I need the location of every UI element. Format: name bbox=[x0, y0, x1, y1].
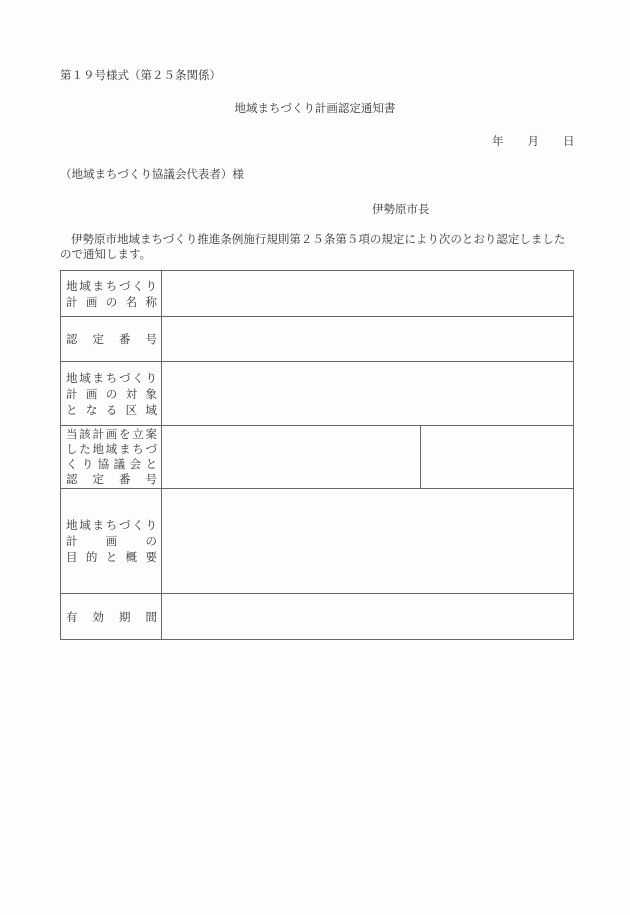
label-char: 概 bbox=[125, 550, 138, 564]
label-char: の bbox=[105, 294, 118, 309]
day-label: 日 bbox=[563, 134, 575, 148]
field-purpose-summary[interactable] bbox=[162, 489, 574, 594]
label-line bbox=[66, 278, 157, 294]
label-char: ち bbox=[105, 370, 118, 385]
label-line bbox=[66, 549, 157, 565]
field-council-name[interactable] bbox=[162, 426, 421, 489]
label-certification-number bbox=[61, 317, 162, 362]
label-char: 画 bbox=[105, 427, 118, 441]
field-certification-number[interactable] bbox=[162, 317, 574, 362]
label-char: 計 bbox=[66, 386, 78, 401]
row-target-area bbox=[61, 362, 574, 426]
label-validity-period bbox=[61, 594, 162, 640]
label-char: 地 bbox=[66, 370, 78, 385]
date-line bbox=[492, 133, 575, 149]
label-char: づ bbox=[119, 518, 131, 532]
label-line bbox=[66, 427, 157, 442]
sender: 伊勢原市長 bbox=[372, 202, 430, 216]
label-char: 認 bbox=[66, 332, 78, 346]
label-char: る bbox=[105, 402, 118, 417]
label-char: 区 bbox=[125, 402, 138, 417]
label-line bbox=[66, 294, 157, 310]
label-line bbox=[66, 472, 157, 487]
label-char: 定 bbox=[92, 332, 104, 346]
label-char: 協 bbox=[97, 457, 110, 471]
label-line bbox=[66, 402, 157, 418]
label-char: 当 bbox=[66, 427, 78, 441]
label-char: づ bbox=[145, 442, 157, 456]
label-char: の bbox=[145, 534, 157, 548]
label-char: ま bbox=[92, 370, 104, 385]
label-char: 案 bbox=[145, 427, 157, 441]
label-char: 称 bbox=[145, 294, 157, 309]
label-char: り bbox=[145, 278, 157, 293]
label-char: と bbox=[105, 550, 118, 564]
row-certification-number bbox=[61, 317, 574, 362]
label-line bbox=[66, 609, 157, 625]
body-text: 伊勢原市地域まちづくり推進条例施行規則第２５条第５項の規定により次のとおり認定しましたので通知します。 bbox=[60, 232, 566, 261]
month-label: 月 bbox=[527, 134, 539, 148]
label-char: 地 bbox=[92, 442, 104, 456]
label-line bbox=[66, 386, 157, 402]
label-char: く bbox=[132, 278, 144, 293]
field-council-number[interactable] bbox=[421, 426, 574, 489]
label-char: 議 bbox=[113, 457, 126, 471]
label-char: ち bbox=[105, 518, 118, 532]
year-label: 年 bbox=[492, 134, 504, 148]
label-char: 的 bbox=[85, 550, 98, 564]
label-char: 域 bbox=[79, 278, 91, 293]
label-char: く bbox=[66, 457, 78, 471]
label-char: 定 bbox=[92, 472, 104, 486]
label-char: 域 bbox=[79, 370, 91, 385]
label-char: 画 bbox=[85, 294, 98, 309]
label-purpose-summary bbox=[61, 489, 162, 594]
label-char: ま bbox=[92, 278, 104, 293]
label-char: づ bbox=[119, 370, 131, 385]
label-line bbox=[66, 533, 157, 549]
field-validity-period[interactable] bbox=[162, 594, 574, 640]
document-title: 地域まちづくり計画認定通知書 bbox=[234, 101, 396, 115]
label-char: 域 bbox=[105, 442, 118, 456]
label-char: 認 bbox=[66, 472, 78, 486]
label-char: 対 bbox=[125, 386, 138, 401]
field-plan-name[interactable] bbox=[162, 271, 574, 317]
label-char: し bbox=[66, 442, 78, 456]
label-line bbox=[66, 457, 157, 472]
label-char: づ bbox=[119, 278, 131, 293]
label-char: く bbox=[132, 518, 144, 532]
label-char: 計 bbox=[92, 427, 104, 441]
label-plan-name bbox=[61, 271, 162, 317]
label-line bbox=[66, 442, 157, 457]
label-line bbox=[66, 370, 157, 386]
label-char: と bbox=[145, 457, 157, 471]
row-council-and-number bbox=[61, 426, 574, 489]
label-char: く bbox=[132, 370, 144, 385]
form-number: 第１９号様式（第２５条関係） bbox=[60, 68, 221, 82]
label-char: 番 bbox=[119, 472, 131, 486]
label-char: を bbox=[119, 427, 131, 441]
label-char: ち bbox=[105, 278, 118, 293]
row-purpose-summary bbox=[61, 489, 574, 594]
label-target-area bbox=[61, 362, 162, 426]
label-char: 立 bbox=[132, 427, 144, 441]
label-char: 該 bbox=[79, 427, 91, 441]
label-char: 計 bbox=[66, 294, 78, 309]
label-char: 名 bbox=[125, 294, 138, 309]
label-char: 目 bbox=[66, 550, 78, 564]
label-line bbox=[66, 331, 157, 347]
row-validity-period bbox=[61, 594, 574, 640]
label-char: ま bbox=[119, 442, 131, 456]
label-char: 画 bbox=[105, 534, 118, 548]
label-char: た bbox=[79, 442, 91, 456]
label-char: 効 bbox=[92, 609, 104, 624]
label-council-and-number bbox=[61, 426, 162, 489]
row-plan-name bbox=[61, 271, 574, 317]
label-char: り bbox=[81, 457, 94, 471]
label-char: ち bbox=[132, 442, 144, 456]
label-char: 有 bbox=[66, 609, 78, 624]
label-char: の bbox=[105, 386, 118, 401]
label-char: な bbox=[85, 402, 98, 417]
label-char: 計 bbox=[66, 534, 78, 548]
label-char: 期 bbox=[119, 609, 131, 624]
label-line bbox=[66, 517, 157, 533]
label-char: 象 bbox=[145, 386, 157, 401]
label-char: り bbox=[145, 518, 157, 532]
notification-form-table bbox=[60, 270, 574, 640]
label-char: 間 bbox=[145, 609, 157, 624]
label-char: と bbox=[66, 402, 78, 417]
label-char: 画 bbox=[85, 386, 98, 401]
label-char: 番 bbox=[119, 332, 131, 346]
label-char: ま bbox=[92, 518, 104, 532]
label-char: 号 bbox=[145, 332, 157, 346]
label-char: 要 bbox=[145, 550, 157, 564]
label-char: り bbox=[145, 370, 157, 385]
label-char: 域 bbox=[145, 402, 157, 417]
field-target-area[interactable] bbox=[162, 362, 574, 426]
label-char: 地 bbox=[66, 518, 78, 532]
addressee: （地域まちづくり協議会代表者）様 bbox=[60, 167, 244, 181]
label-char: 域 bbox=[79, 518, 91, 532]
label-char: 地 bbox=[66, 278, 78, 293]
label-char: 会 bbox=[129, 457, 142, 471]
label-char: 号 bbox=[145, 472, 157, 486]
